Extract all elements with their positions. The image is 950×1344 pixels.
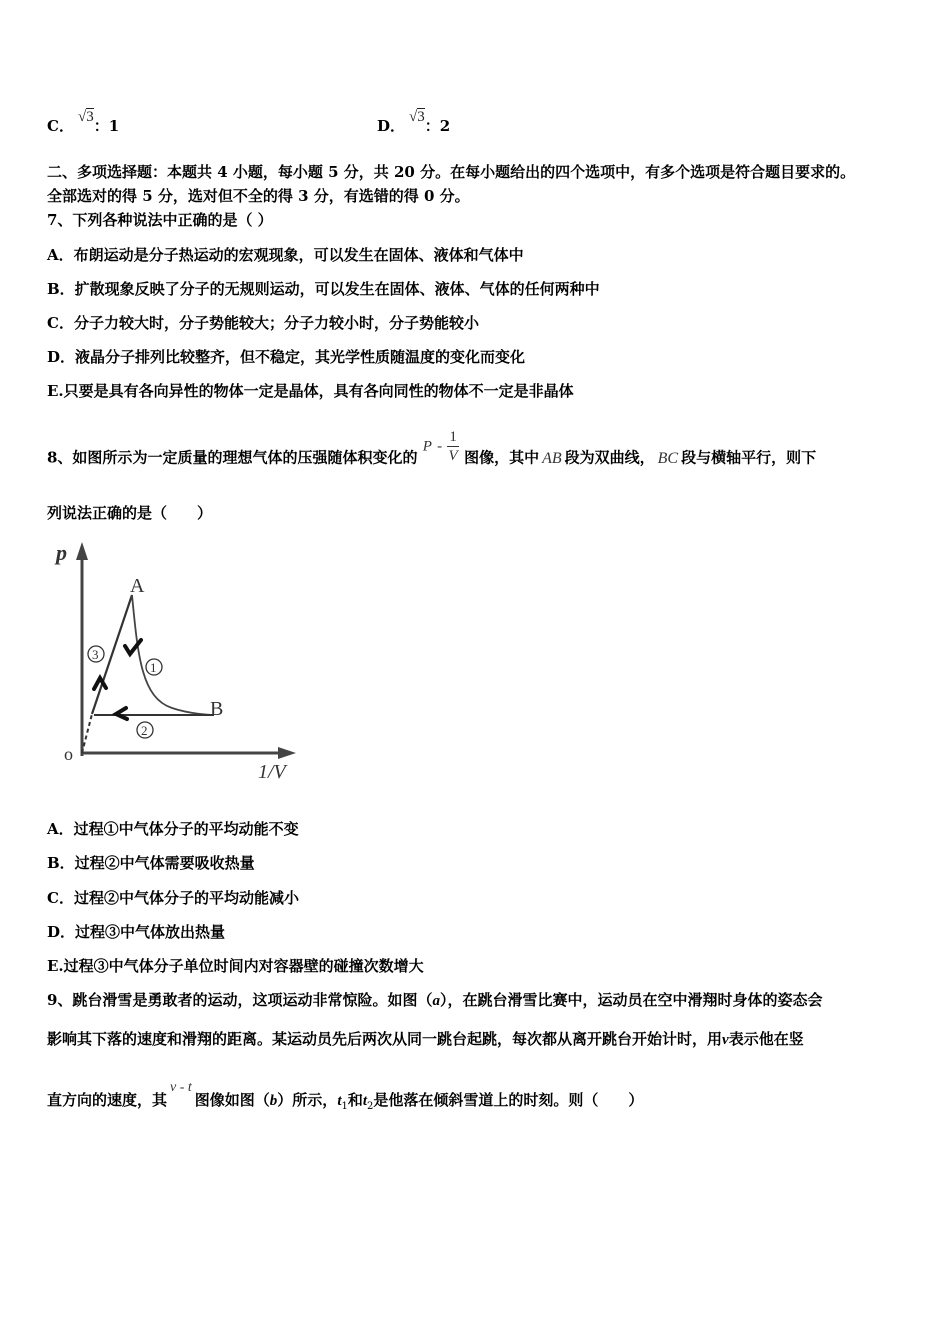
x-axis-arrow-icon bbox=[278, 747, 296, 759]
origin-label: o bbox=[64, 744, 73, 764]
point-b-label: B bbox=[210, 698, 224, 720]
q6-option-d-suffix: ：2 bbox=[424, 117, 451, 135]
q7-option-e: E.只要是具有各向异性的物体一定是晶体，具有各向同性的物体不一定是非晶体 bbox=[47, 382, 574, 400]
q6-option-d-root: 3 bbox=[417, 109, 425, 125]
q9-stem-line1 bbox=[47, 990, 822, 1011]
y-axis-arrow-icon bbox=[76, 542, 88, 560]
q8-option-a: A．过程①中气体分子的平均动能不变 bbox=[47, 820, 299, 838]
process-3-label: 3 bbox=[92, 647, 99, 662]
q9-line1-part-b: ），在跳台滑雪比赛中，运动员在空中滑翔时身体的姿态会 bbox=[439, 991, 823, 1009]
q9-t1-sub: 1 bbox=[341, 1101, 348, 1112]
q8-stem-part-b: 图像，其中 bbox=[464, 448, 540, 467]
q8-option-e: E.过程③中气体分子单位时间内对容器壁的碰撞次数增大 bbox=[47, 957, 424, 975]
q7-option-c: C．分子力较大时，分子势能较大；分子力较小时，分子势能较小 bbox=[47, 314, 479, 332]
q8-stem-line2: 列说法正确的是（ ） bbox=[47, 504, 213, 522]
y-axis-label: p bbox=[56, 540, 67, 565]
q9-line3-part-a: 直方向的速度，其 bbox=[47, 1091, 168, 1109]
q9-stem-line2 bbox=[47, 1029, 804, 1050]
sqrt-icon: √3 bbox=[77, 109, 94, 125]
q9-line2-var-v: v bbox=[722, 1032, 729, 1048]
q9-t2-sub: 2 bbox=[367, 1101, 374, 1112]
sqrt-icon: √3 bbox=[409, 109, 425, 125]
q8-stem-part-d: 段与横轴平行，则下 bbox=[681, 448, 817, 467]
process-1-curve bbox=[132, 595, 214, 715]
q9-stem-line3 bbox=[47, 1080, 644, 1117]
q7-stem: 7、下列各种说法中正确的是（ ） bbox=[47, 211, 273, 229]
q6-option-c bbox=[47, 109, 120, 137]
q8-formula-p: P bbox=[422, 438, 432, 455]
q8-pv-figure bbox=[50, 538, 310, 783]
q9-t2: t bbox=[362, 1093, 368, 1109]
q9-vt-label: v - t bbox=[170, 1080, 192, 1095]
q9-line3-var-b: b bbox=[269, 1093, 278, 1109]
q6-option-c-label: C． bbox=[47, 117, 74, 135]
q9-line3-part-b: 图像如图（ bbox=[194, 1091, 270, 1109]
process-1-label: 1 bbox=[150, 660, 157, 675]
section2-heading-line1: 二、多项选择题：本题共 4 小题，每小题 5 分，共 20 分。在每小题给出的四个选项中，有多个选项是符合题目要求的。 bbox=[47, 163, 856, 181]
point-a-label: A bbox=[130, 575, 145, 597]
section2-heading-line2: 全部选对的得 5 分，选对但不全的得 3 分，有选错的得 0 分。 bbox=[47, 187, 470, 205]
q8-formula-den: V bbox=[448, 448, 458, 464]
q8-option-c: C．过程②中气体分子的平均动能减小 bbox=[47, 889, 299, 907]
q9-line3-part-c: ）所示， bbox=[277, 1091, 338, 1109]
q9-line3-part-d: 是他落在倾斜雪道上的时刻。则（ ） bbox=[373, 1091, 644, 1109]
q6-option-c-suffix: ：1 bbox=[93, 117, 120, 135]
q8-formula-fraction bbox=[447, 428, 459, 465]
q8-option-d: D．过程③中气体放出热量 bbox=[47, 923, 226, 941]
q6-option-c-root: 3 bbox=[86, 109, 94, 125]
q6-option-d bbox=[377, 109, 451, 137]
q8-stem-part-a: 8、如图所示为一定质量的理想气体的压强随体积变化的 bbox=[47, 448, 418, 467]
q6-option-d-label: D． bbox=[377, 117, 406, 135]
q9-line3-and: 和 bbox=[347, 1091, 363, 1109]
q9-t1: t bbox=[337, 1093, 342, 1109]
q8-seg-ab: AB bbox=[542, 449, 562, 467]
q8-option-b: B．过程②中气体需要吸收热量 bbox=[47, 854, 255, 872]
arrow-left-icon bbox=[116, 708, 127, 719]
q8-formula-num: 1 bbox=[449, 429, 457, 445]
q9-line1-part-a: 9、跳台滑雪是勇敢者的运动，这项运动非常惊险。如图（ bbox=[47, 991, 433, 1009]
x-axis-label: 1/V bbox=[258, 761, 286, 783]
q9-line2-part-a: 影响其下落的速度和滑翔的距离。某运动员先后两次从同一跳台起跳，每次都从离开跳台开始计时，用 bbox=[47, 1030, 723, 1048]
process-2-label: 2 bbox=[141, 723, 148, 738]
q8-formula-dash: - bbox=[437, 438, 443, 455]
q8-formula bbox=[423, 428, 459, 465]
q8-stem-part-c: 段为双曲线， bbox=[564, 448, 655, 467]
q8-seg-bc: BC bbox=[657, 449, 679, 467]
q9-line2-part-b: 表示他在竖 bbox=[728, 1030, 804, 1048]
q7-option-a: A．布朗运动是分子热运动的宏观现象，可以发生在固体、液体和气体中 bbox=[47, 246, 524, 264]
q8-stem-line1 bbox=[47, 429, 817, 477]
q9-line1-var-a: a bbox=[432, 993, 440, 1009]
q7-option-d: D．液晶分子排列比较整齐，但不稳定，其光学性质随温度的变化而变化 bbox=[47, 348, 526, 366]
q7-option-b: B．扩散现象反映了分子的无规则运动，可以发生在固体、液体、气体的任何两种中 bbox=[47, 280, 600, 298]
